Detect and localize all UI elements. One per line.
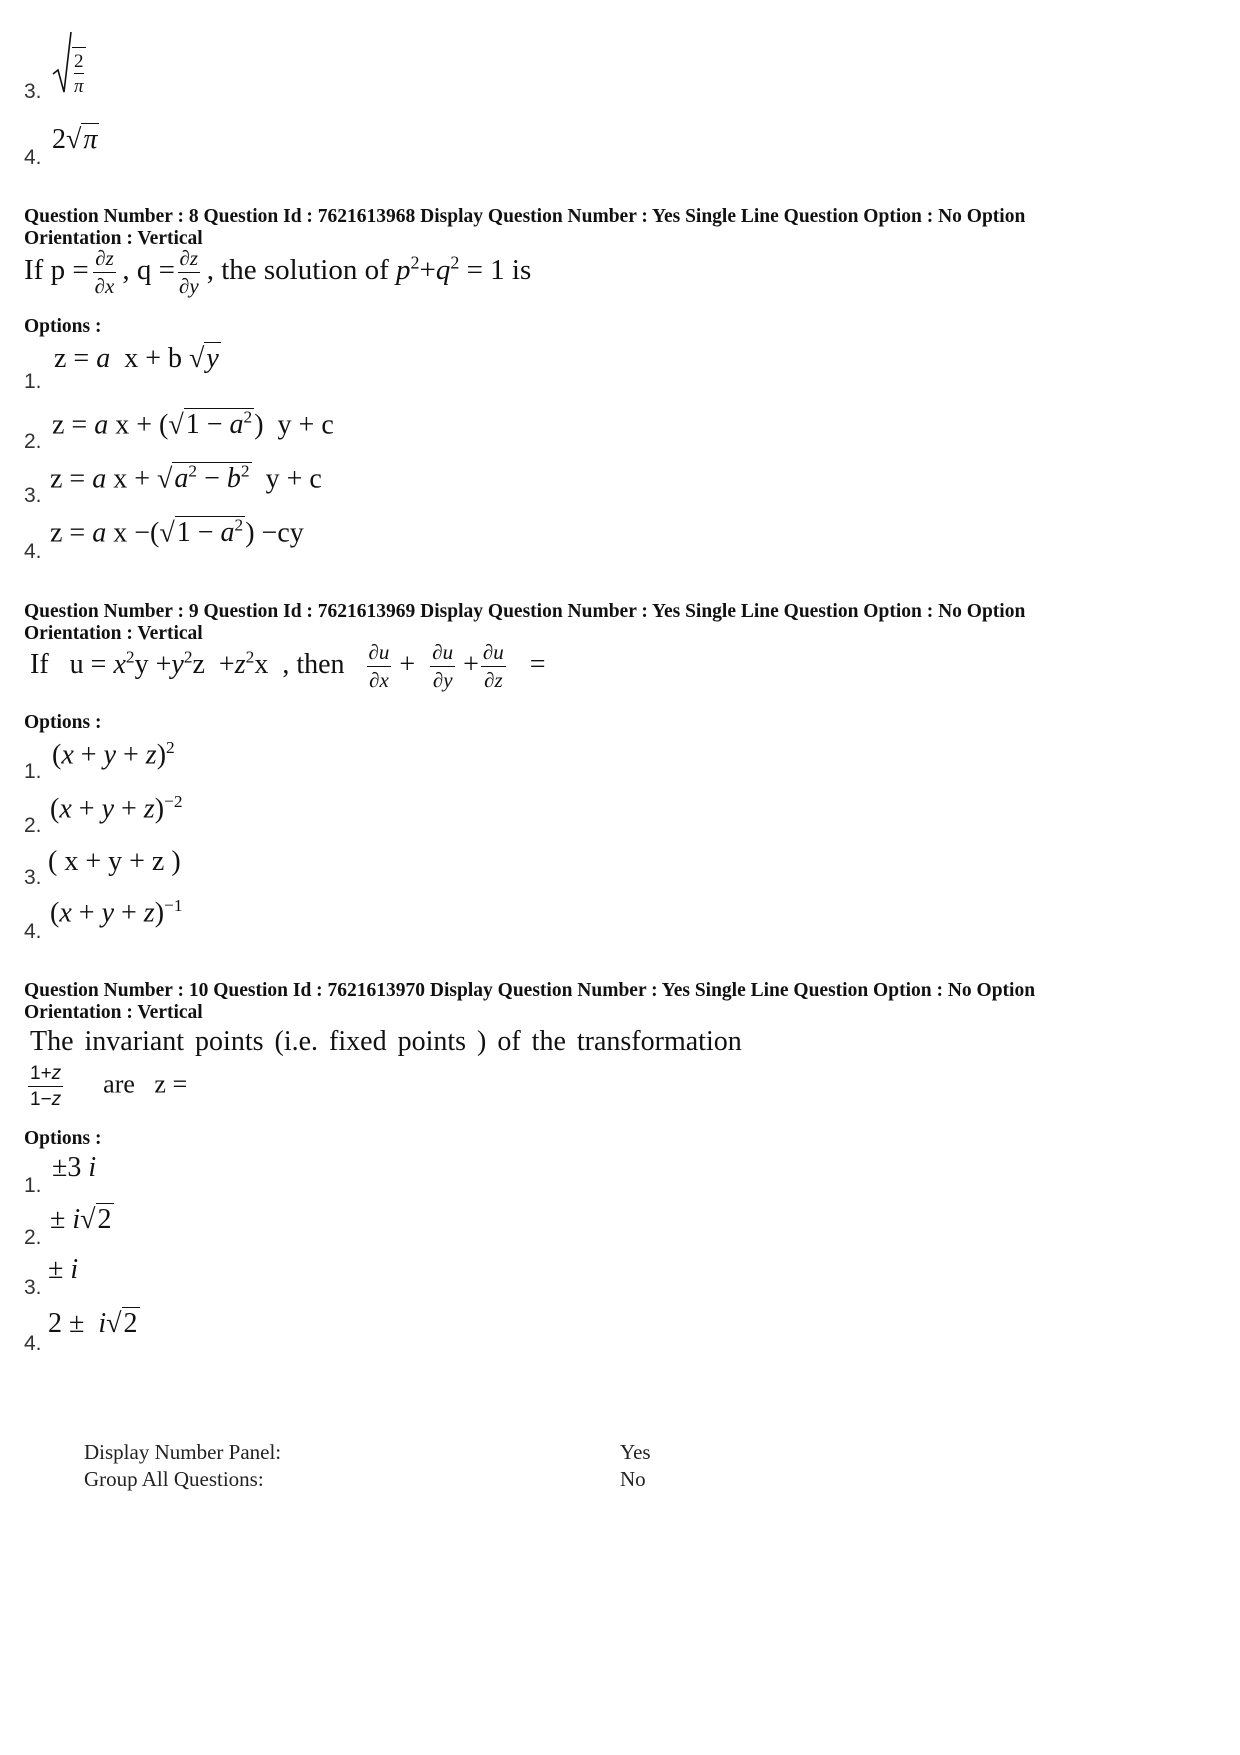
question-header-line2: Orientation : Vertical (24, 228, 203, 249)
options-label: Options : (24, 316, 102, 337)
options-label: Options : (24, 712, 102, 733)
option-expression[interactable]: $(x + y + z)^2$ (52, 738, 175, 771)
option-expression[interactable]: ±3 i (52, 1152, 97, 1183)
question-header-line1: Question Number : 9 Question Id : 7621613969 Display Question Number : Yes Single Line Question Option : No Option (24, 601, 1026, 622)
option-expression[interactable]: z = a $x + √a^2 - b^2$ y + c (50, 462, 322, 495)
option-number: 1. (24, 760, 42, 783)
option-expression[interactable]: z = a $x + (√1 - a^2)$ y + c (52, 408, 334, 441)
footer-label: Group All Questions: (84, 1467, 264, 1491)
question-header-line1: Question Number : 8 Question Id : 7621613968 Display Question Number : Yes Single Line Question Option : No Option (24, 206, 1026, 227)
question-text-line2: $\frac{1+z}{1-z}$ are z = (30, 1063, 188, 1110)
option-number: 2. (24, 1226, 42, 1249)
option-expression[interactable]: ± i√2 (50, 1204, 112, 1235)
option-expression[interactable]: ( x + y + z ) (48, 846, 181, 877)
question-header-line1: Question Number : 10 Question Id : 7621613970 Display Question Number : Yes Single Line Question Option : No Option (24, 980, 1036, 1001)
option-number: 4. (24, 146, 42, 169)
question-header (24, 206, 1025, 250)
option-number: 3. (24, 866, 42, 889)
option-expression[interactable]: z = a $x -(√1 - a^2) -cy$ (50, 516, 304, 549)
option-expression[interactable]: 2 ± i√2 (48, 1308, 138, 1339)
question-text: If p = $\frac{\partial z}{\partial x}$ , q = $\frac{\partial z}{\partial y}$ , the solution of $p^2+q^2 = 1$ is (24, 246, 532, 298)
option-number: 4. (24, 540, 42, 563)
footer-value: No (620, 1467, 646, 1491)
option-expression[interactable]: 2√π (52, 124, 98, 155)
question-header-line2: Orientation : Vertical (24, 623, 203, 644)
option-number: 4. (24, 920, 42, 943)
option-number: 2. (24, 814, 42, 837)
option-number: 2. (24, 430, 42, 453)
option-number: 1. (24, 370, 42, 393)
question-header (24, 980, 1035, 1024)
option-number: 3. (24, 1276, 42, 1299)
option-number: 3. (24, 80, 42, 103)
option-number: 1. (24, 1174, 42, 1197)
footer-label: Display Number Panel: (84, 1440, 282, 1464)
option-expression[interactable]: z = a x + b √y (54, 343, 219, 374)
option-number: 4. (24, 1332, 42, 1355)
option-expression[interactable]: 2 π (52, 30, 86, 103)
option-number: 3. (24, 484, 42, 507)
footer-value: Yes (620, 1440, 651, 1464)
option-expression[interactable]: $(x + y + z)^{-1}$ (50, 896, 183, 929)
options-label: Options : (24, 1128, 102, 1149)
question-header (24, 601, 1025, 645)
option-expression[interactable]: $(x + y + z)^{-2}$ (50, 792, 183, 825)
option-expression[interactable]: ± i (48, 1254, 79, 1285)
question-text-line1: The invariant points (i.e. fixed points ) of the transformation (30, 1026, 742, 1057)
radical-sign-icon (52, 30, 72, 96)
question-text: If $u = x^2y +y^2z +z^2x$ , then $\frac{\partial u}{\partial x}$ + $\frac{\partial u}{\partial y}$ + $\frac{\partial u}{\partial z}$ = (30, 640, 546, 692)
question-header-line2: Orientation : Vertical (24, 1002, 203, 1023)
